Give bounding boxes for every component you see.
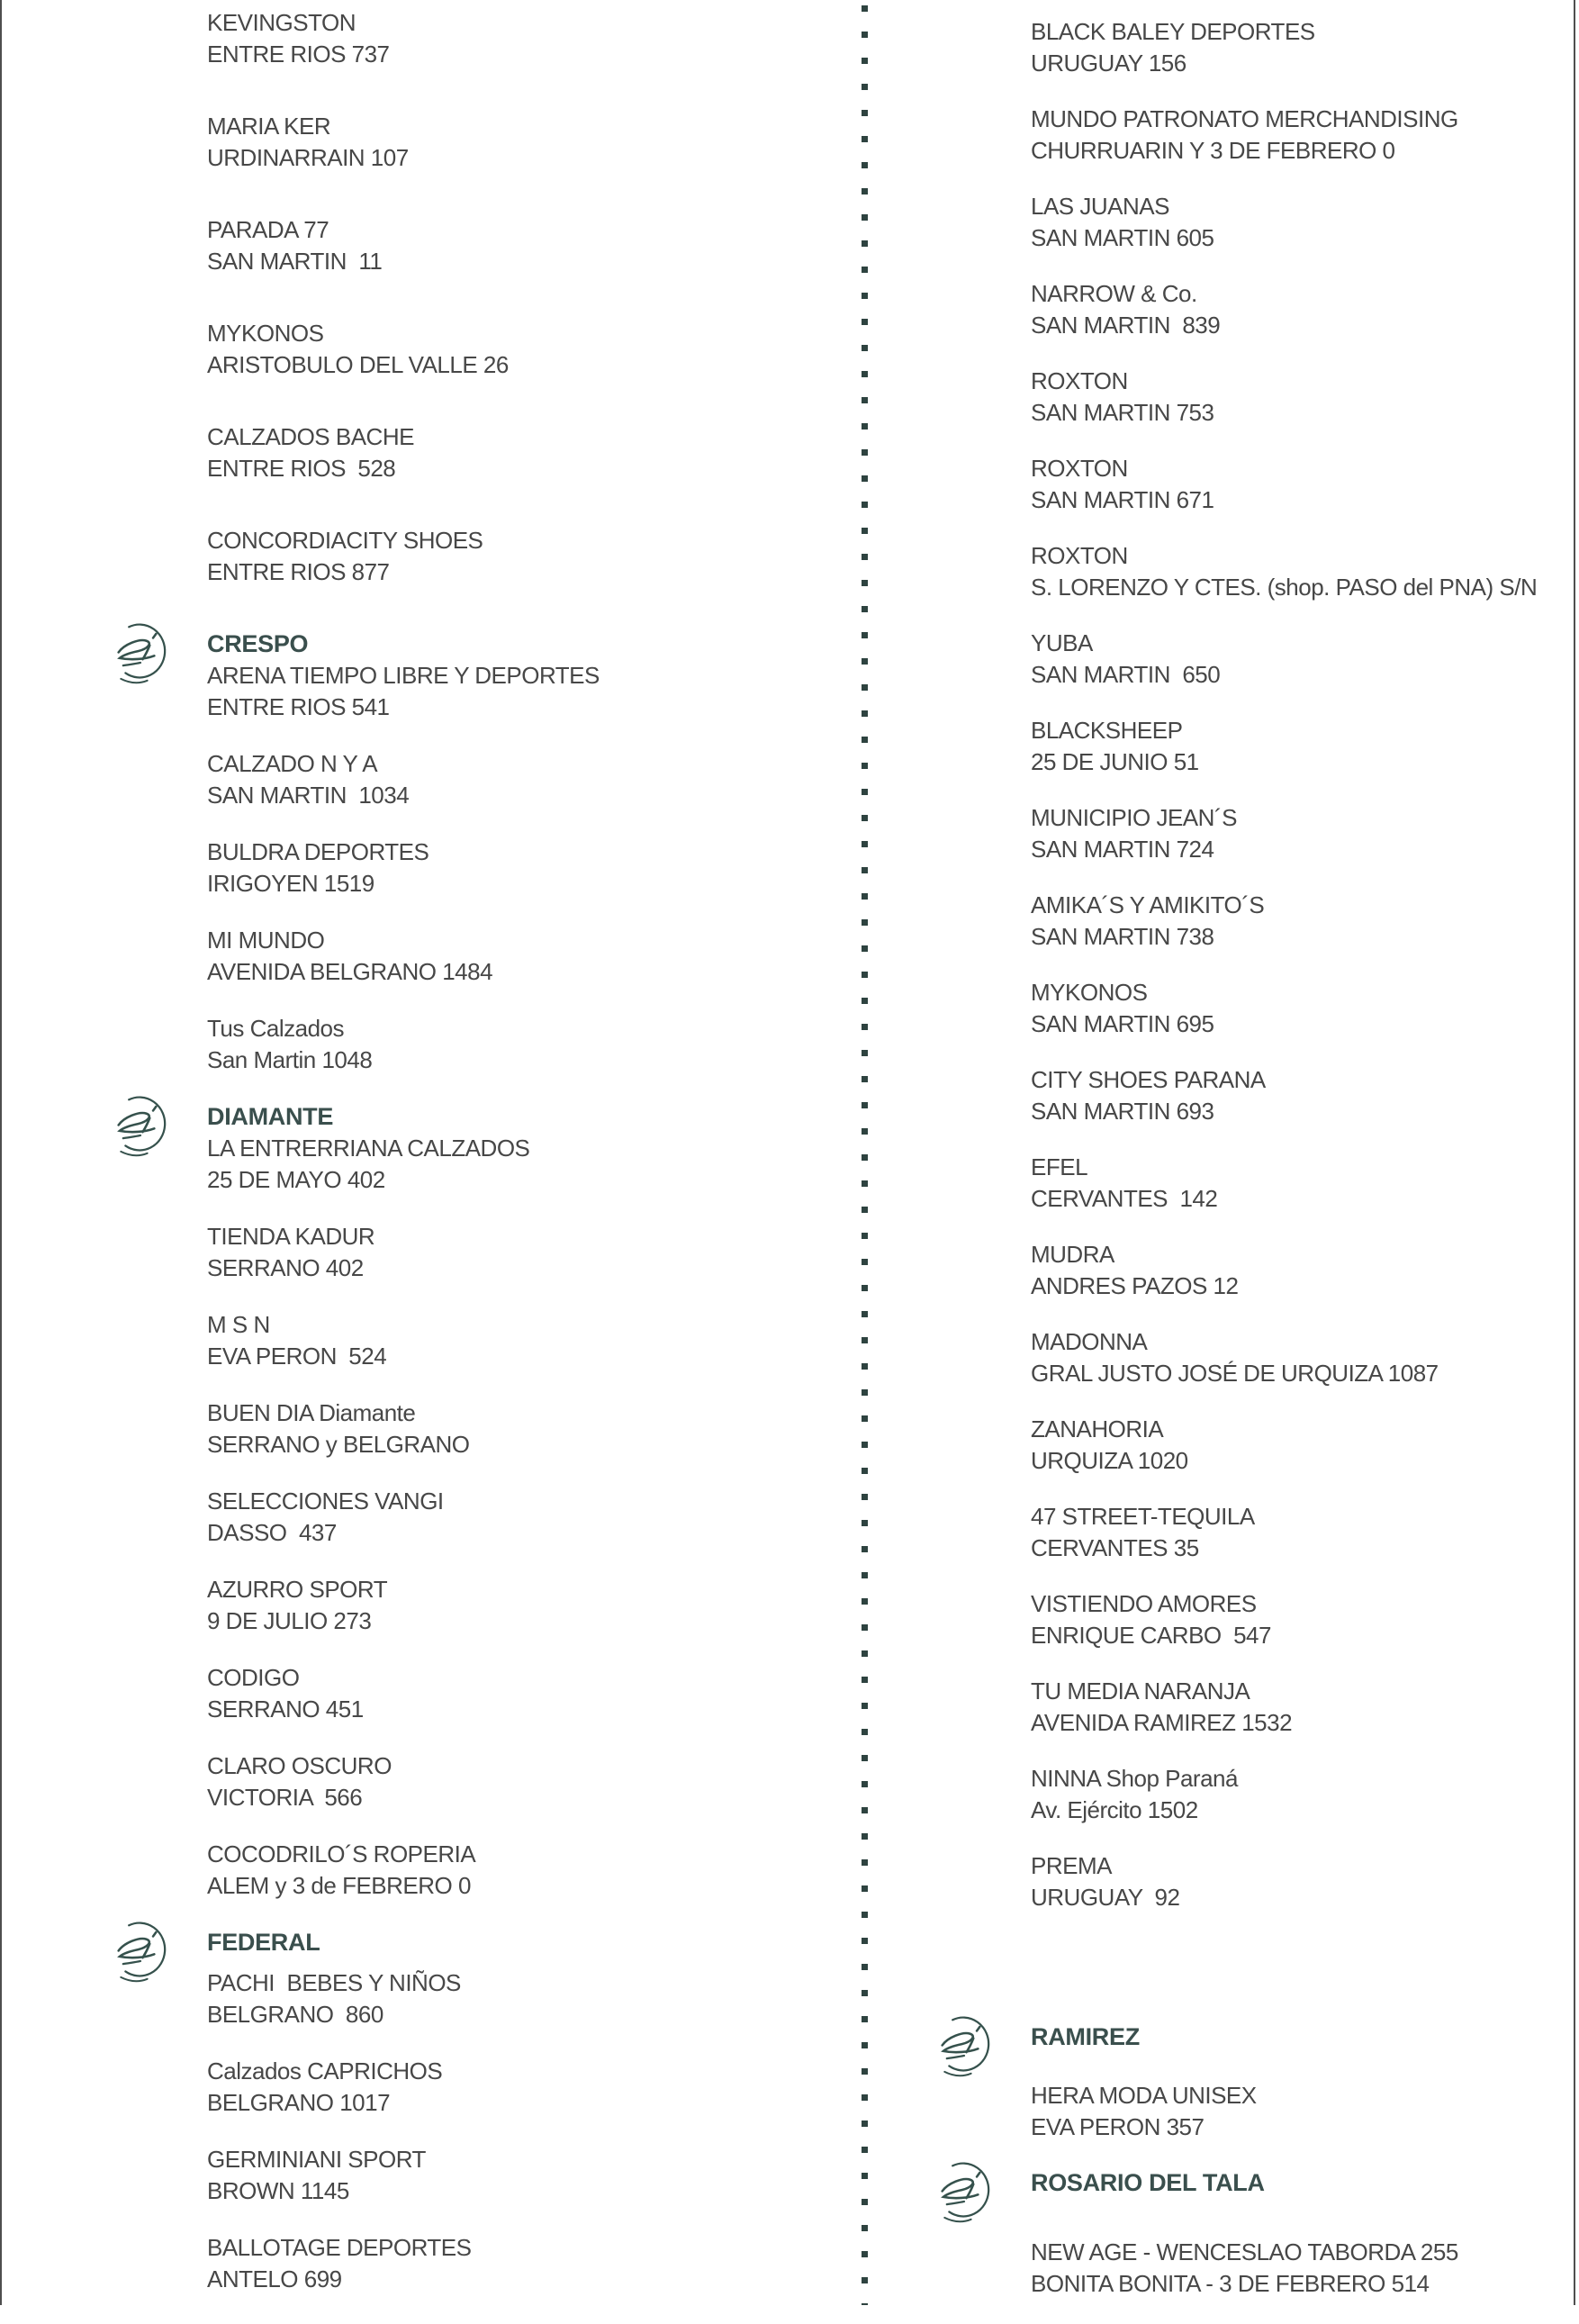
- store-address: BROWN 1145: [207, 2177, 349, 2204]
- store-address: SAN MARTIN 11: [207, 248, 383, 275]
- store-name: SELECCIONES VANGI: [207, 1488, 444, 1515]
- store-name: NARROW & Co.: [1031, 280, 1197, 307]
- store-address: URUGUAY 156: [1031, 50, 1187, 77]
- store-address: ENTRE RIOS 737: [207, 41, 390, 68]
- dotted-column-divider: [862, 5, 868, 2305]
- store-name: CALZADO N Y A: [207, 750, 378, 777]
- store-address: ANTELO 699: [207, 2265, 342, 2292]
- store-address: Av. Ejército 1502: [1031, 1796, 1198, 1823]
- store-entry: [207, 748, 846, 811]
- store-entry: [1031, 1239, 1571, 1302]
- store-name: AZURRO SPORT: [207, 1576, 388, 1603]
- store-address: 9 DE JULIO 273: [207, 1607, 372, 1634]
- store-name: YUBA: [1031, 629, 1093, 656]
- store-name: BUEN DIA Diamante: [207, 1399, 416, 1426]
- store-entry: [1031, 453, 1571, 516]
- store-entry: [207, 2144, 846, 2207]
- page-border-left: [0, 0, 2, 2305]
- store-name: BLACKSHEEP: [1031, 717, 1183, 744]
- store-name: BALLOTAGE DEPORTES: [207, 2234, 472, 2261]
- store-address: DASSO 437: [207, 1519, 337, 1546]
- store-entry: [1031, 977, 1571, 1040]
- store-entry: [1031, 1414, 1571, 1477]
- store-entry: [207, 214, 846, 277]
- store-name: VISTIENDO AMORES: [1031, 1590, 1257, 1617]
- store-address: URDINARRAIN 107: [207, 144, 409, 171]
- store-address: BONITA BONITA - 3 DE FEBRERO 514: [1031, 2270, 1430, 2297]
- store-entry: [207, 1397, 846, 1460]
- store-name: ROXTON: [1031, 367, 1128, 394]
- store-entry: [1031, 890, 1571, 953]
- store-entry: [207, 1662, 846, 1725]
- store-name: Tus Calzados: [207, 1015, 344, 1042]
- store-address: ENTRE RIOS 541: [207, 693, 390, 720]
- store-address: URQUIZA 1020: [1031, 1447, 1188, 1474]
- store-name: MUDRA: [1031, 1241, 1114, 1268]
- store-entry: [1031, 1152, 1571, 1215]
- store-entry: [207, 2232, 846, 2295]
- store-name: M S N: [207, 1311, 270, 1338]
- store-address: AVENIDA BELGRANO 1484: [207, 958, 493, 985]
- store-address: GRAL JUSTO JOSÉ DE URQUIZA 1087: [1031, 1360, 1439, 1387]
- store-entry: [1031, 2237, 1571, 2300]
- store-name: HERA MODA UNISEX: [1031, 2082, 1257, 2109]
- store-address: AVENIDA RAMIREZ 1532: [1031, 1709, 1293, 1736]
- store-address: BELGRANO 1017: [207, 2089, 391, 2116]
- store-address: SAN MARTIN 605: [1031, 224, 1214, 251]
- store-entry: [207, 1967, 846, 2030]
- store-address: URUGUAY 92: [1031, 1884, 1180, 1911]
- city-header-diamante: [207, 1101, 846, 1133]
- city-label: RAMIREZ: [1031, 2023, 1140, 2050]
- store-address: EVA PERON 357: [1031, 2113, 1205, 2140]
- store-name: MUNICIPIO JEAN´S: [1031, 804, 1237, 831]
- store-entry: [1031, 191, 1571, 254]
- store-entry: [207, 1013, 846, 1076]
- store-name: CODIGO: [207, 1664, 300, 1691]
- store-entry: [1031, 278, 1571, 341]
- store-entry: [1031, 2080, 1571, 2143]
- city-label: DIAMANTE: [207, 1103, 334, 1130]
- store-entry: [207, 111, 846, 174]
- city-header-crespo: [207, 628, 846, 660]
- store-list-column-left: [207, 0, 846, 2320]
- store-name: BLACK BALEY DEPORTES: [1031, 18, 1315, 45]
- store-address: SAN MARTIN 1034: [207, 782, 410, 809]
- si-logo-icon: [935, 2014, 993, 2081]
- store-name: CLARO OSCURO: [207, 1752, 392, 1779]
- store-name: ROXTON: [1031, 542, 1128, 569]
- store-name: MYKONOS: [1031, 979, 1148, 1006]
- store-name: ZANAHORIA: [1031, 1415, 1164, 1442]
- store-entry: [207, 7, 846, 70]
- store-address: 25 DE JUNIO 51: [1031, 748, 1199, 775]
- store-name: NEW AGE - WENCESLAO TABORDA 255: [1031, 2238, 1458, 2265]
- store-name: KEVINGSTON: [207, 9, 356, 36]
- store-address: SAN MARTIN 693: [1031, 1098, 1214, 1125]
- store-entry: [1031, 1064, 1571, 1127]
- store-entry: [207, 1309, 846, 1372]
- store-address: ENRIQUE CARBO 547: [1031, 1622, 1271, 1649]
- store-entry: [1031, 1588, 1571, 1651]
- store-entry: [1031, 540, 1571, 603]
- si-logo-icon: [112, 621, 169, 688]
- store-address: SAN MARTIN 839: [1031, 312, 1221, 339]
- store-address: SAN MARTIN 753: [1031, 399, 1214, 426]
- store-name: NINNA Shop Paraná: [1031, 1765, 1238, 1792]
- store-entry: [1031, 16, 1571, 79]
- store-name: PACHI BEBES Y NIÑOS: [207, 1969, 461, 1996]
- store-address: San Martin 1048: [207, 1046, 373, 1073]
- store-entry: [207, 2056, 846, 2119]
- store-entry: [207, 525, 846, 588]
- city-label: CRESPO: [207, 630, 309, 657]
- store-entry: [207, 925, 846, 988]
- store-address: S. LORENZO Y CTES. (shop. PASO del PNA) S/N: [1031, 574, 1538, 601]
- store-entry: [207, 1486, 846, 1549]
- store-entry: [207, 421, 846, 484]
- store-list-column-right: [1031, 0, 1571, 2324]
- store-name: 47 STREET-TEQUILA: [1031, 1503, 1255, 1530]
- store-address: ANDRES PAZOS 12: [1031, 1272, 1239, 1299]
- store-name: TU MEDIA NARANJA: [1031, 1677, 1250, 1705]
- store-name: PARADA 77: [207, 216, 329, 243]
- store-entry: [1031, 1676, 1571, 1739]
- store-address: SERRANO 451: [207, 1696, 364, 1723]
- city-header-ramirez: [1031, 2021, 1571, 2053]
- store-name: AMIKA´S Y AMIKITO´S: [1031, 891, 1265, 918]
- store-entry: [1031, 628, 1571, 691]
- page-border-right: [1574, 0, 1575, 2305]
- store-address: SAN MARTIN 724: [1031, 836, 1214, 863]
- store-address: 25 DE MAYO 402: [207, 1166, 385, 1193]
- store-address: CHURRUARIN Y 3 DE FEBRERO 0: [1031, 137, 1395, 164]
- store-address: ARISTOBULO DEL VALLE 26: [207, 351, 509, 378]
- store-name: MI MUNDO: [207, 927, 325, 954]
- store-entry: [207, 1574, 846, 1637]
- store-entry: [207, 836, 846, 900]
- store-name: LAS JUANAS: [1031, 193, 1169, 220]
- store-entry: [207, 318, 846, 381]
- store-name: CITY SHOES PARANA: [1031, 1066, 1266, 1093]
- store-address: SAN MARTIN 650: [1031, 661, 1221, 688]
- city-header-federal: [207, 1927, 846, 1958]
- store-address: SAN MARTIN 738: [1031, 923, 1214, 950]
- store-address: CERVANTES 35: [1031, 1534, 1199, 1561]
- store-name: ROXTON: [1031, 455, 1128, 482]
- store-entry: [1031, 366, 1571, 429]
- store-name: MUNDO PATRONATO MERCHANDISING: [1031, 105, 1458, 132]
- store-address: EVA PERON 524: [207, 1343, 387, 1370]
- store-address: SAN MARTIN 695: [1031, 1010, 1214, 1037]
- store-entry: [207, 1221, 846, 1284]
- store-name: COCODRILO´S ROPERIA: [207, 1840, 476, 1867]
- store-entry: [1031, 802, 1571, 865]
- city-label: ROSARIO DEL TALA: [1031, 2169, 1265, 2196]
- store-name: CONCORDIACITY SHOES: [207, 527, 483, 554]
- store-name: MYKONOS: [207, 320, 324, 347]
- store-entry: [207, 660, 846, 723]
- store-entry: [207, 1133, 846, 1196]
- store-entry: [207, 1750, 846, 1813]
- store-address: ALEM y 3 de FEBRERO 0: [207, 1872, 471, 1899]
- store-name: CALZADOS BACHE: [207, 423, 414, 450]
- store-name: BULDRA DEPORTES: [207, 838, 429, 865]
- store-address: BELGRANO 860: [207, 2001, 383, 2028]
- store-name: TIENDA KADUR: [207, 1223, 375, 1250]
- si-logo-icon: [112, 1920, 169, 1986]
- si-logo-icon: [935, 2160, 993, 2227]
- store-address: SERRANO y BELGRANO: [207, 1431, 470, 1458]
- store-entry: [1031, 1763, 1571, 1826]
- store-address: SERRANO 402: [207, 1254, 364, 1281]
- store-name: LA ENTRERRIANA CALZADOS: [207, 1135, 530, 1162]
- store-name: EFEL: [1031, 1153, 1088, 1180]
- store-address: VICTORIA 566: [207, 1784, 363, 1811]
- store-name: Calzados CAPRICHOS: [207, 2057, 443, 2084]
- store-entry: [207, 1839, 846, 1902]
- store-name: GERMINIANI SPORT: [207, 2146, 426, 2173]
- city-header-rosario-del-tala: [1031, 2167, 1571, 2199]
- store-name: MADONNA: [1031, 1328, 1148, 1355]
- store-entry: [1031, 1501, 1571, 1564]
- store-entry: [1031, 1850, 1571, 1913]
- store-entry: [1031, 1326, 1571, 1389]
- store-address: IRIGOYEN 1519: [207, 870, 374, 897]
- store-address: CERVANTES 142: [1031, 1185, 1218, 1212]
- city-label: FEDERAL: [207, 1929, 320, 1956]
- store-name: MARIA KER: [207, 113, 331, 140]
- store-address: ENTRE RIOS 528: [207, 455, 396, 482]
- store-entry: [1031, 715, 1571, 778]
- si-logo-icon: [112, 1094, 169, 1161]
- store-name: PREMA: [1031, 1852, 1112, 1879]
- store-address: ENTRE RIOS 877: [207, 558, 390, 585]
- store-entry: [1031, 104, 1571, 167]
- store-name: ARENA TIEMPO LIBRE Y DEPORTES: [207, 662, 600, 689]
- store-address: SAN MARTIN 671: [1031, 486, 1214, 513]
